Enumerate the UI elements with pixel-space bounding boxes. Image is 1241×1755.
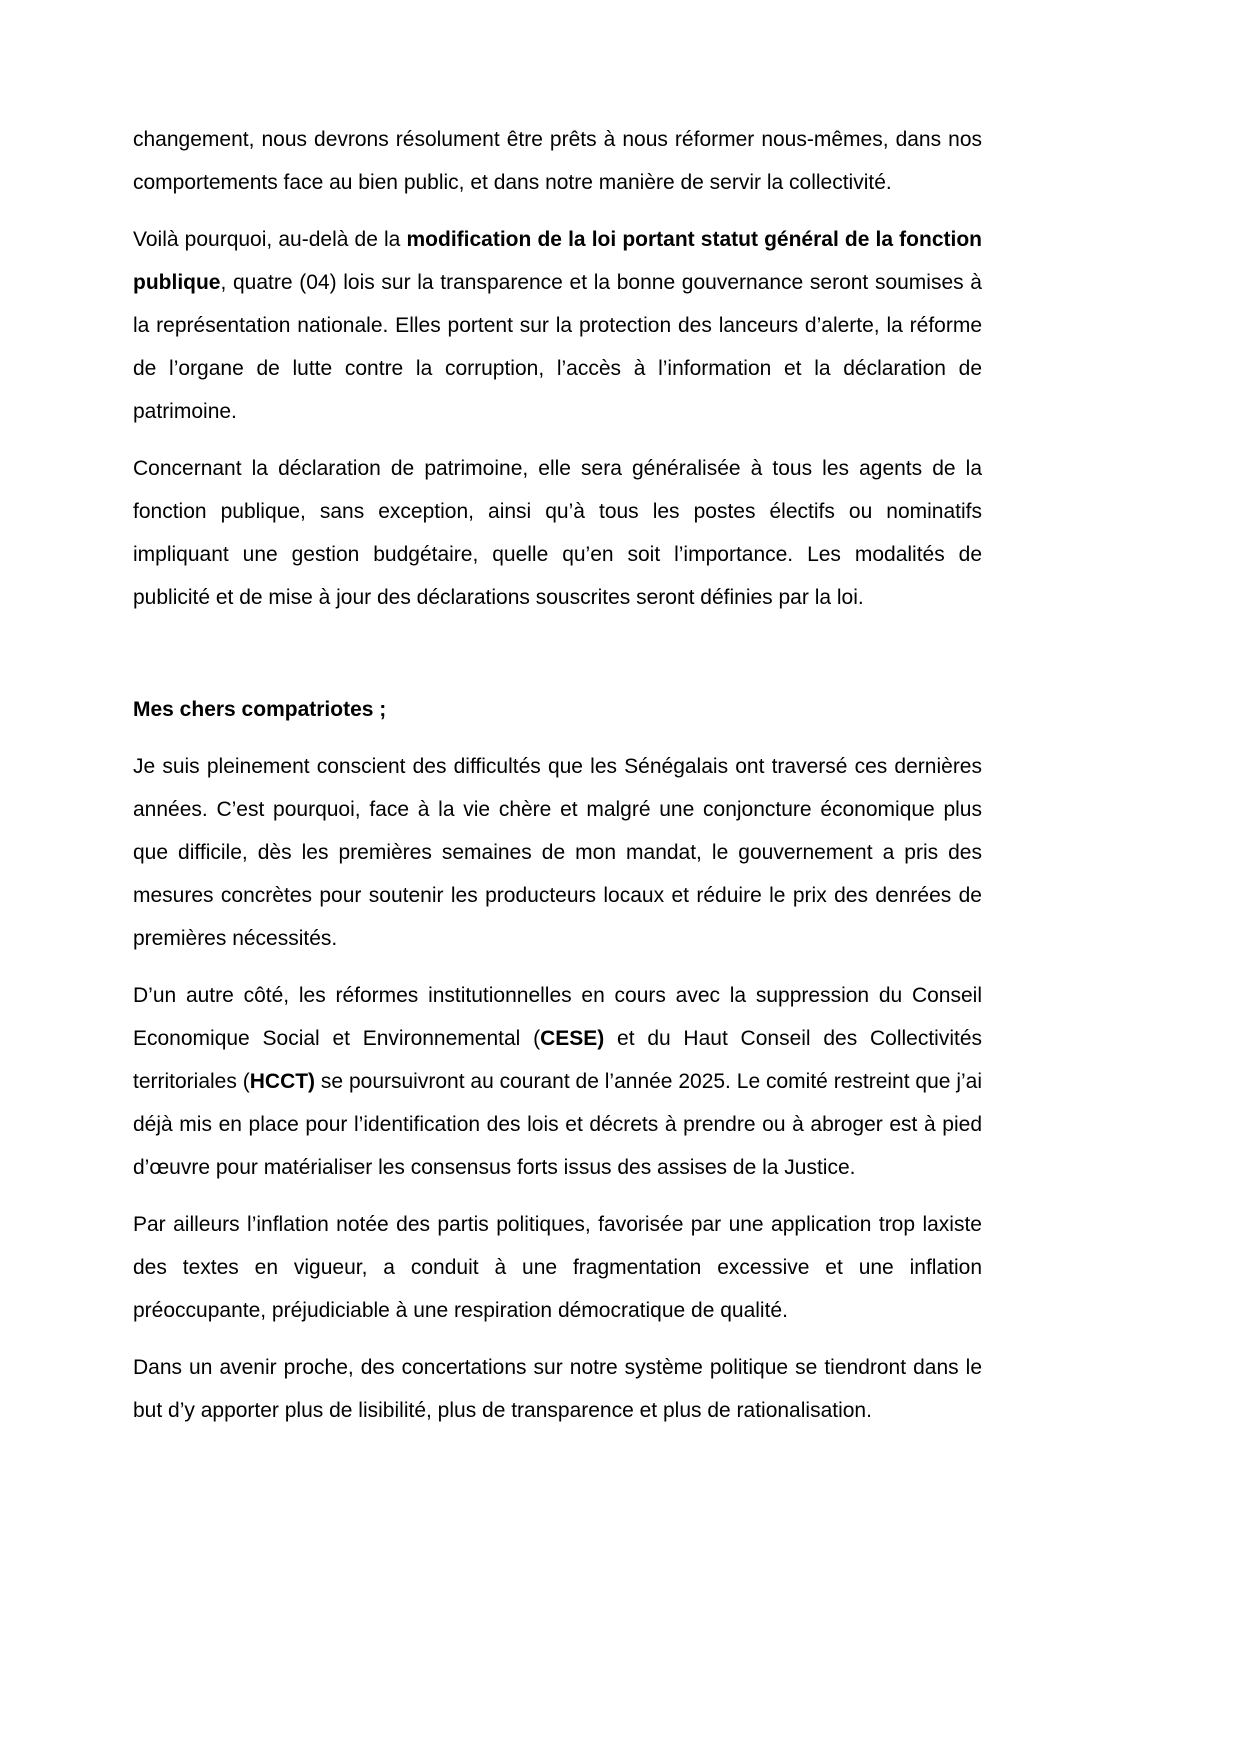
paragraph-text: , quatre (04) lois sur la transparence et la bonne gouvernance seront soumises à la représentation nationale. Elles portent sur la protection des lanceurs d’alerte, la réforme de l’organe de lutte contre la corruption, l’accès à l’information et la déclaration de patrimoine. [133, 271, 982, 423]
paragraph-text: Voilà pourquoi, au-delà de la [133, 228, 407, 251]
paragraph-reformes-institutionnelles [133, 974, 982, 1189]
paragraph-inflation-partis [133, 1203, 982, 1332]
paragraph-text: se poursuivront au courant de l’année 2025. Le comité restreint que j’ai déjà mis en place pour l’identification des lois et décrets à prendre ou à abroger est à pied d’œuvre pour matérialiser les consensus forts issus des assises de la Justice. [133, 1070, 982, 1179]
paragraph-reform-ourselves [133, 118, 982, 204]
paragraph-text: Par ailleurs l’inflation notée des partis politiques, favorisée par une application trop laxiste des textes en vigueur, a conduit à une fragmentation excessive et une inflation préoccupante, préjudiciable à une respiration démocratique de qualité. [133, 1213, 982, 1322]
paragraph-text: Concernant la déclaration de patrimoine, elle sera généralisée à tous les agents de la fonction publique, sans exception, ainsi qu’à tous les postes électifs ou nominatifs impliquant une gestion budgétaire, quelle qu’en soit l’importance. Les modalités de publicité et de mise à jour des déclarations souscrites seront définies par la loi. [133, 457, 982, 609]
bold-acronym-hcct: HCCT) [249, 1070, 316, 1093]
paragraph-text: Dans un avenir proche, des concertations sur notre système politique se tiendront dans le but d’y apporter plus de lisibilité, plus de transparence et plus de rationalisation. [133, 1356, 982, 1422]
section-heading-compatriotes: Mes chers compatriotes ; [133, 698, 387, 721]
document-content [133, 118, 982, 1432]
paragraph-concertations [133, 1346, 982, 1432]
paragraph-text: D’un autre côté, les réformes institutionnelles en cours avec la suppression du Conseil Economique Social et Environnemental ( [133, 984, 982, 1050]
paragraph-text: changement, nous devrons résolument être prêts à nous réformer nous-mêmes, dans nos comportements face au bien public, et dans notre manière de servir la collectivité. [133, 128, 982, 194]
paragraph-declaration-patrimoine [133, 447, 982, 619]
paragraph-text: et du Haut Conseil des Collectivités territoriales ( [133, 1027, 983, 1093]
paragraph-difficultes-senegalais [133, 745, 982, 960]
paragraph-four-laws [133, 218, 982, 433]
paragraph-text: Je suis pleinement conscient des difficultés que les Sénégalais ont traversé ces dernières années. C’est pourquoi, face à la vie chère et malgré une conjoncture économique plus que difficile, dès les premières semaines de mon mandat, le gouvernement a pris des mesures concrètes pour soutenir les producteurs locaux et réduire le prix des denrées de premières nécessités. [133, 755, 982, 950]
bold-acronym-cese: CESE) [540, 1027, 605, 1050]
bold-phrase-statut-general: modification de la loi portant statut général de la fonction publique [133, 228, 982, 294]
